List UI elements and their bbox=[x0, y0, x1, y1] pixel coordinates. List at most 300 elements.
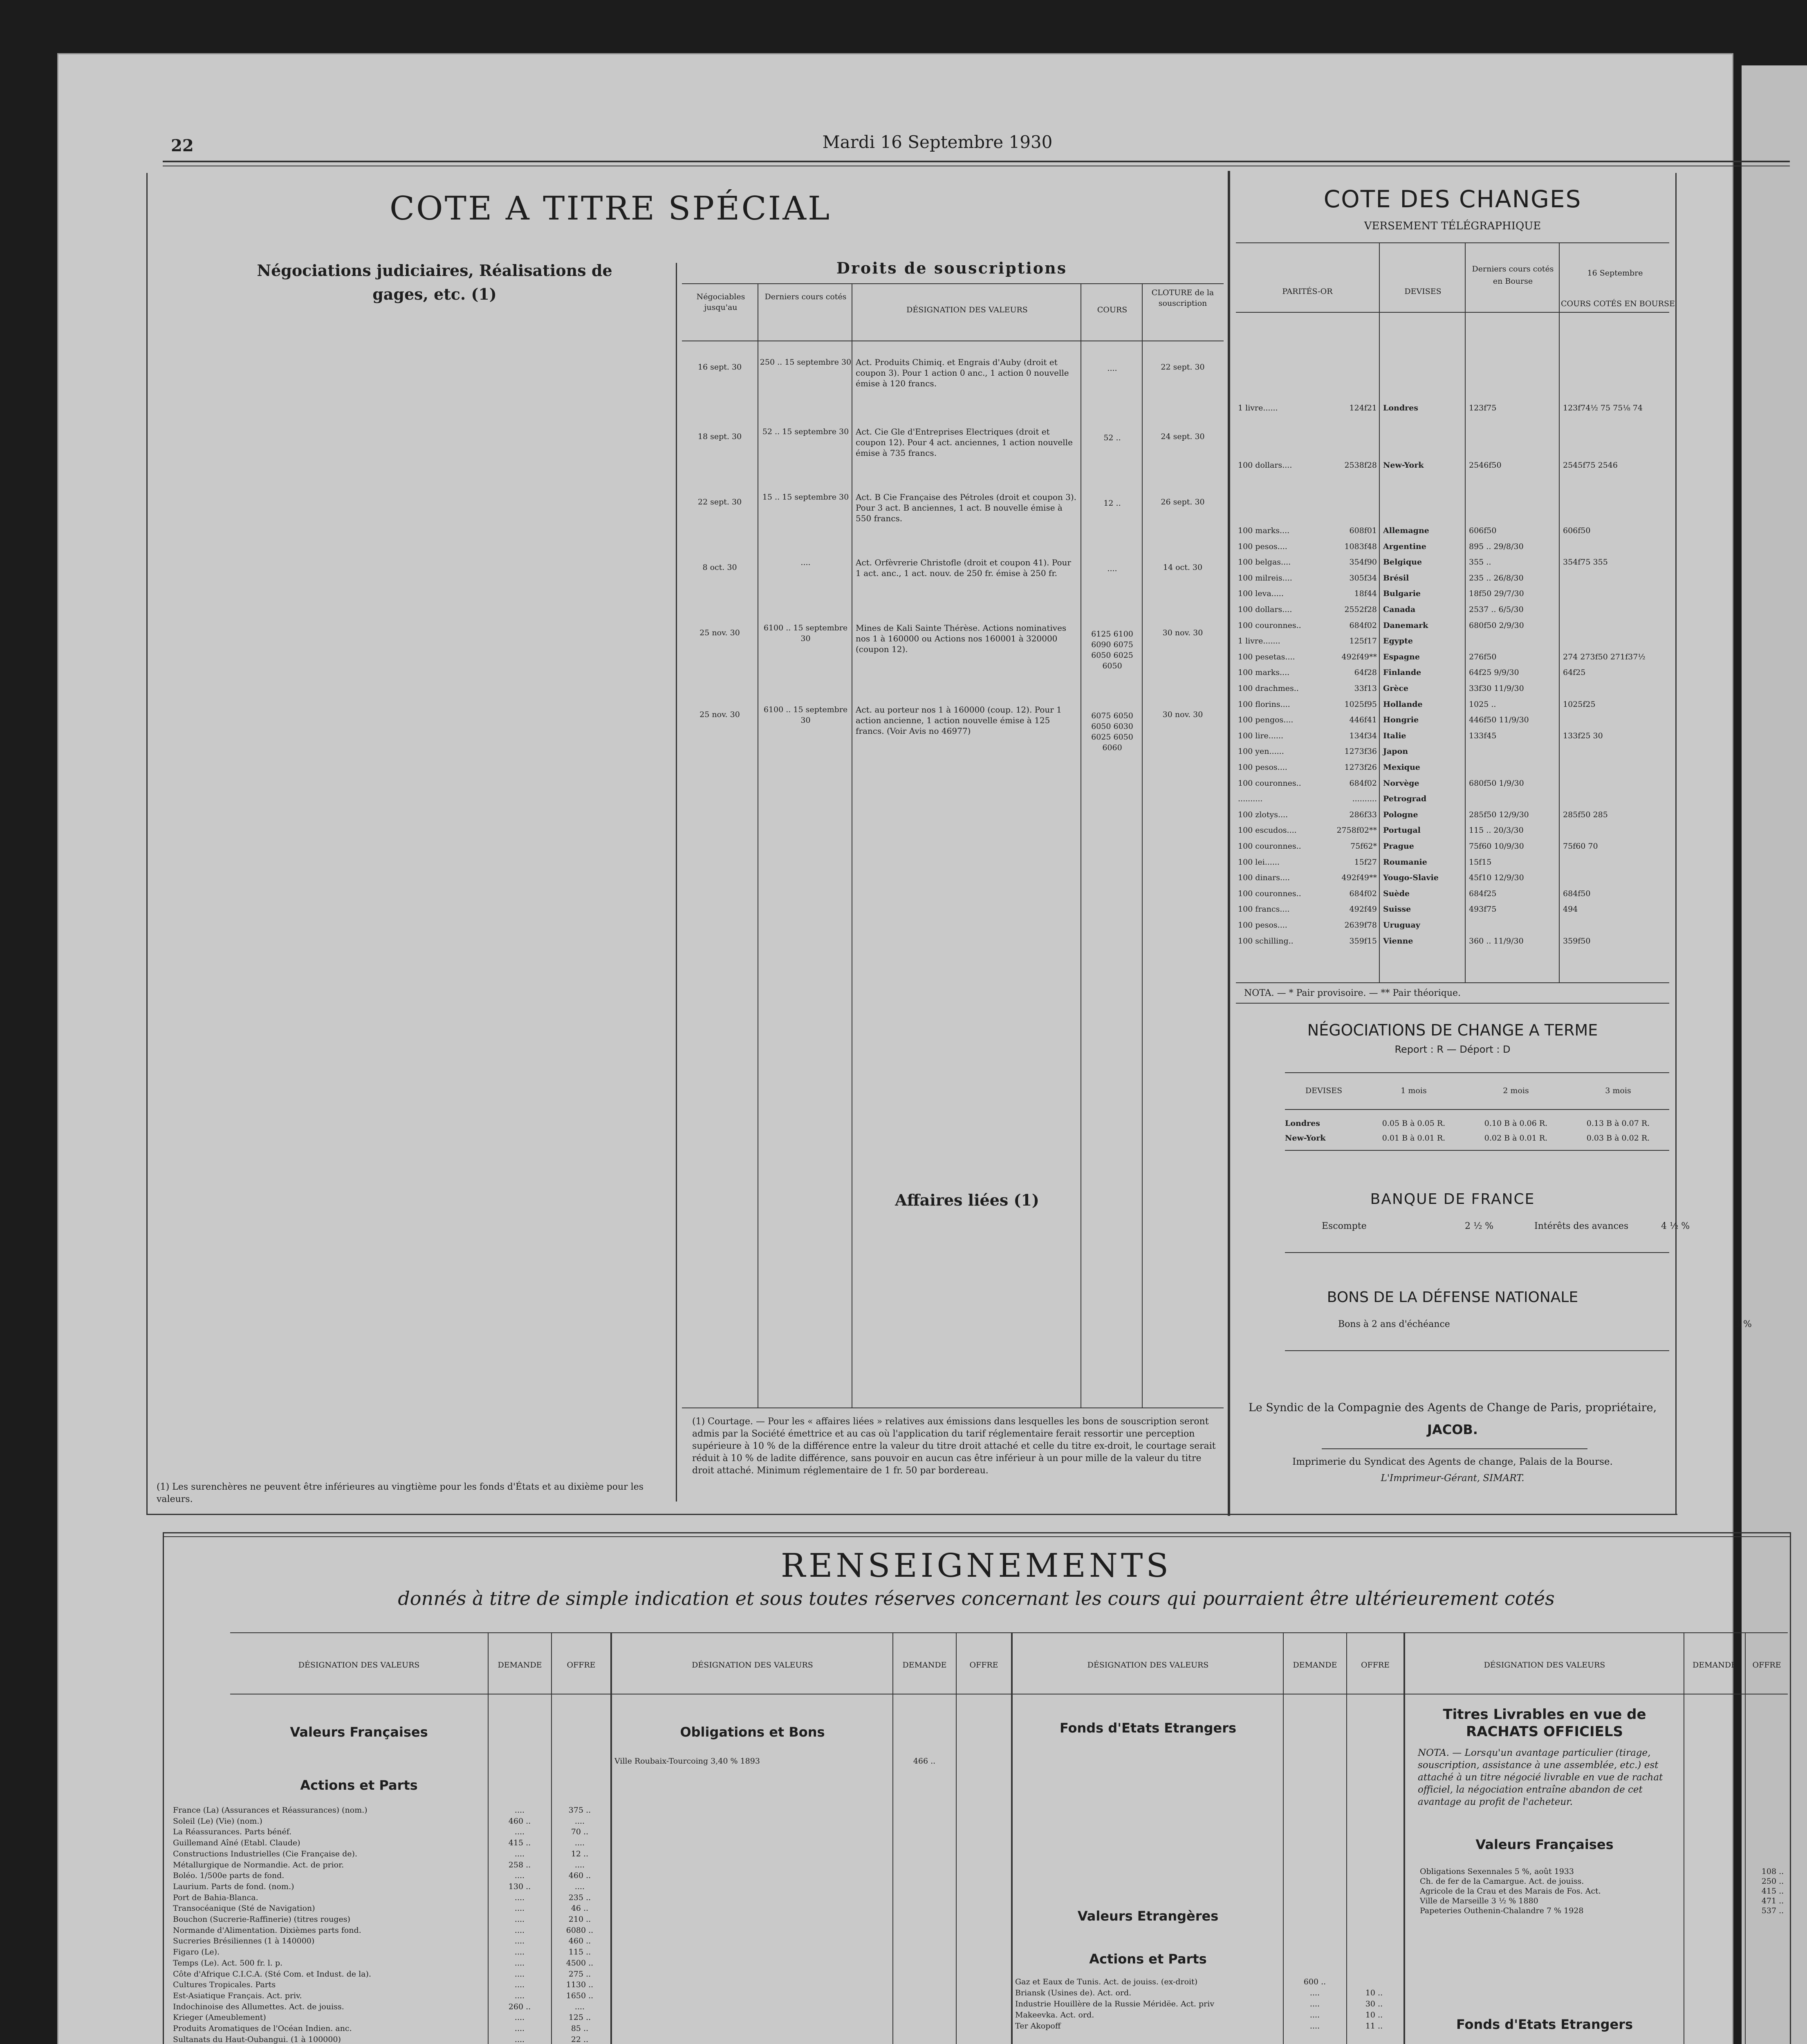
rens-row-demande: 130 .. bbox=[508, 1882, 531, 1891]
rens-row-designation: Sucreries Brésiliennes (1 à 140000) bbox=[173, 1936, 315, 1945]
change-parite: 100 couronnes.. bbox=[1238, 621, 1301, 630]
rens-header-designation: DÉSIGNATION DES VALEURS bbox=[1087, 1661, 1209, 1670]
change-or: 33f13 bbox=[1354, 684, 1377, 693]
changes-subtitle: VERSEMENT TÉLÉGRAPHIQUE bbox=[1364, 220, 1541, 232]
escompte-label: Escompte bbox=[1322, 1221, 1367, 1231]
souscription-derniers: 6100 .. 15 septembre 30 bbox=[763, 623, 848, 643]
change-dernier: 360 .. 11/9/30 bbox=[1469, 937, 1524, 946]
souscriptions-title: Droits de souscriptions bbox=[836, 259, 1067, 277]
change-dernier: 45f10 12/9/30 bbox=[1469, 873, 1524, 882]
rens-row-demande: .... bbox=[514, 1991, 525, 2000]
rens-row-designation: Normande d'Alimentation. Dixièmes parts fond. bbox=[173, 1926, 361, 1935]
rens-row-demande: 600 .. bbox=[1303, 1977, 1326, 1986]
change-devise: Canada bbox=[1383, 605, 1416, 614]
change-or: 124f21 bbox=[1349, 403, 1377, 412]
change-devise: Portugal bbox=[1383, 826, 1421, 835]
rens-header-demande: DEMANDE bbox=[1293, 1661, 1337, 1670]
change-or: 1273f26 bbox=[1344, 763, 1377, 772]
header-date: 16 Septembre bbox=[1587, 269, 1643, 278]
rens-row-offre: 125 .. bbox=[568, 2013, 591, 2022]
change-parite: 100 pesos.... bbox=[1238, 763, 1287, 772]
change-parite: 100 pesos.... bbox=[1238, 542, 1287, 551]
change-or: 134f34 bbox=[1349, 731, 1377, 740]
negociations-heading: Négociations judiciaires, Réalisations de gages, etc. (1) bbox=[257, 261, 612, 303]
change-or: 1273f36 bbox=[1344, 747, 1377, 756]
change-or: 2758f02** bbox=[1336, 826, 1377, 835]
rens-row-offre: 1130 .. bbox=[566, 1980, 594, 1989]
rens-row-designation: Gaz et Eaux de Tunis. Act. de jouiss. (ex-droit) bbox=[1015, 1977, 1198, 1986]
change-devise: Danemark bbox=[1383, 621, 1428, 630]
change-dernier: 276f50 bbox=[1469, 652, 1497, 661]
rens-row-designation: Laurium. Parts de fond. (nom.) bbox=[173, 1882, 294, 1891]
rens-row-designation: Bouchon (Sucrerie-Raffinerie) (titres rouges) bbox=[173, 1915, 350, 1924]
rens-row-designation: Côte d'Afrique C.I.C.A. (Sté Com. et Indust. de la). bbox=[173, 1970, 371, 1979]
change-parite: 100 couronnes.. bbox=[1238, 779, 1301, 788]
rens-row-offre: .... bbox=[574, 1860, 585, 1869]
header-cours-cotes: COURS COTÉS EN BOURSE bbox=[1561, 299, 1675, 308]
change-dernier: 285f50 12/9/30 bbox=[1469, 810, 1529, 819]
change-or: 2552f28 bbox=[1344, 605, 1377, 614]
souscription-cours: 6125 6100 6090 6075 6050 6025 6050 bbox=[1091, 630, 1133, 670]
souscription-date: 18 sept. 30 bbox=[697, 432, 742, 441]
rens-header-demande: DEMANDE bbox=[902, 1661, 947, 1670]
rens-row-offre: 46 .. bbox=[571, 1904, 589, 1913]
rens-row-designation: Transocéanique (Sté de Navigation) bbox=[173, 1904, 315, 1913]
rens-row-demande: .... bbox=[514, 1926, 525, 1935]
change-or: 64f28 bbox=[1354, 668, 1377, 677]
rens-row-demande: .... bbox=[514, 1849, 525, 1858]
rens-row-designation: Constructions Industrielles (Cie Française de). bbox=[173, 1849, 357, 1858]
header-derniers-bourse: Derniers cours cotés en Bourse bbox=[1472, 264, 1554, 286]
change-parite: 100 belgas.... bbox=[1238, 558, 1291, 567]
souscription-derniers: 250 .. 15 septembre 30 bbox=[760, 358, 852, 367]
page-number: 22 bbox=[171, 136, 194, 155]
rens-row-offre: .... bbox=[574, 1838, 585, 1847]
change-or: 2639f78 bbox=[1344, 921, 1377, 930]
terme-cell: Londres bbox=[1285, 1119, 1320, 1128]
terme-cell: 0.01 B à 0.01 R. bbox=[1382, 1134, 1446, 1143]
change-devise: Belgique bbox=[1383, 558, 1422, 567]
adjacent-page-edge bbox=[1742, 65, 1807, 2044]
change-cours: 64f25 bbox=[1563, 668, 1586, 677]
change-devise: Suède bbox=[1383, 889, 1410, 898]
courtage-note: (1) Courtage. — Pour les « affaires liées » relatives aux émissions dans lesquelles les bons de souscription seront admis par la Société émettrice et au cas où l'application du tarif réglementaire ferait ressortir une perception supérieure à 10 % de la différence entre la valeur du titre droit attaché et celle du titre ex-droit, le courtage serait réduit à 10 % de ladite différence, sans pouvoir en aucun cas être inférieur à un pour mille de la valeur du titre droit attaché. Minimum réglementaire de 1 fr. 50 par bordereau. bbox=[692, 1416, 1216, 1476]
rens-row-demande: .... bbox=[514, 1904, 525, 1913]
change-dernier: 64f25 9/9/30 bbox=[1469, 668, 1519, 677]
bons-title: BONS DE LA DÉFENSE NATIONALE bbox=[1327, 1289, 1578, 1306]
rens-row-designation: Indochinoise des Allumettes. Act. de jouiss. bbox=[173, 2002, 344, 2011]
rens-row-offre: 375 .. bbox=[568, 1806, 591, 1815]
change-parite: .......... bbox=[1238, 794, 1263, 803]
rens-row-designation: Figaro (Le). bbox=[173, 1948, 220, 1957]
rens-row-demande: .... bbox=[514, 2024, 525, 2033]
rens-row-demande: 466 .. bbox=[913, 1757, 936, 1766]
change-parite: 100 pengos.... bbox=[1238, 715, 1294, 724]
change-dernier: 235 .. 26/8/30 bbox=[1469, 574, 1524, 583]
page-date: Mardi 16 Septembre 1930 bbox=[822, 132, 1053, 152]
rens-row-demande: 258 .. bbox=[508, 1860, 531, 1869]
terme-header: 2 mois bbox=[1503, 1086, 1529, 1095]
rens-row-demande: .... bbox=[514, 1827, 525, 1836]
rens-row-demande: .... bbox=[514, 1948, 525, 1957]
souscription-date: 25 nov. 30 bbox=[699, 710, 740, 719]
header-designation: DÉSIGNATION DES VALEURS bbox=[906, 305, 1028, 314]
col2-title: Obligations et Bons bbox=[680, 1724, 825, 1740]
terme-header: 1 mois bbox=[1401, 1086, 1427, 1095]
souscription-derniers: 15 .. 15 septembre 30 bbox=[762, 493, 849, 502]
change-devise: Hongrie bbox=[1383, 715, 1419, 724]
change-devise: Italie bbox=[1383, 731, 1406, 740]
change-dernier: 493f75 bbox=[1469, 905, 1497, 914]
rens-header-designation: DÉSIGNATION DES VALEURS bbox=[1484, 1661, 1605, 1670]
renseignements-subtitle: donnés à titre de simple indication et sous toutes réserves concernant les cours qui pourraient être ultérieurement cotés bbox=[398, 1587, 1555, 1609]
change-devise: Petrograd bbox=[1383, 794, 1427, 803]
rens-row-designation: Boléo. 1/500e parts de fond. bbox=[173, 1871, 285, 1880]
change-dernier: 18f50 29/7/30 bbox=[1469, 589, 1524, 598]
rens-row-offre: 11 .. bbox=[1365, 2022, 1383, 2031]
change-parite: 100 schilling.. bbox=[1238, 937, 1294, 946]
change-cours: 359f50 bbox=[1563, 937, 1591, 946]
souscription-designation: Act. Produits Chimiq. et Engrais d'Auby (droit et coupon 3). Pour 1 action 0 anc., 1 action 0 nouvelle émise à 120 francs. bbox=[856, 357, 1069, 388]
change-or: 492f49 bbox=[1349, 905, 1377, 914]
change-dernier: 2537 .. 6/5/30 bbox=[1469, 605, 1524, 614]
change-parite: 100 florins.... bbox=[1238, 700, 1290, 709]
change-devise: Espagne bbox=[1383, 652, 1420, 661]
rens-row-offre: 235 .. bbox=[568, 1893, 591, 1902]
change-devise: Mexique bbox=[1383, 763, 1420, 772]
change-dernier: 123f75 bbox=[1469, 403, 1497, 412]
souscription-cloture: 30 nov. 30 bbox=[1162, 710, 1203, 719]
syndic-text: Le Syndic de la Compagnie des Agents de Change de Paris, propriétaire, bbox=[1248, 1401, 1657, 1414]
rens-row-offre: 250 .. bbox=[1761, 1877, 1784, 1886]
change-dernier: 115 .. 20/3/30 bbox=[1469, 826, 1524, 835]
rens-row-designation: France (La) (Assurances et Réassurances) (nom.) bbox=[173, 1806, 368, 1815]
change-devise: Japon bbox=[1383, 747, 1408, 756]
souscription-cloture: 14 oct. 30 bbox=[1163, 563, 1203, 572]
change-dernier: 15f15 bbox=[1469, 858, 1492, 867]
rens-row-demande: .... bbox=[514, 1959, 525, 1968]
rens-row-demande: 460 .. bbox=[508, 1817, 531, 1826]
change-devise: Prague bbox=[1383, 842, 1414, 851]
rens-row-designation: Ch. de fer de la Camargue. Act. de jouiss. bbox=[1420, 1877, 1584, 1886]
change-cours: 123f74½ 75 75⅛ 74 bbox=[1563, 403, 1643, 412]
terme-cell: 0.03 B à 0.02 R. bbox=[1586, 1134, 1650, 1143]
rens-row-offre: 6080 .. bbox=[566, 1926, 594, 1935]
syndic-name: JACOB. bbox=[1427, 1422, 1478, 1437]
souscription-cours: .... bbox=[1107, 364, 1117, 373]
rens-row-designation: Port de Bahia-Blanca. bbox=[173, 1893, 258, 1902]
souscription-cloture: 24 sept. 30 bbox=[1161, 432, 1205, 441]
change-dernier: 684f25 bbox=[1469, 889, 1497, 898]
change-parite: 1 livre....... bbox=[1238, 637, 1280, 645]
rens-row-offre: 275 .. bbox=[568, 1970, 591, 1979]
rens-row-demande: .... bbox=[514, 1970, 525, 1979]
surencheres-footnote: (1) Les surenchères ne peuvent être inférieures au vingtième pour les fonds d'États et au dixième pour les valeurs. bbox=[157, 1482, 644, 1504]
change-parite: 100 marks.... bbox=[1238, 526, 1290, 535]
change-or: 684f02 bbox=[1349, 779, 1377, 788]
rens-row-demande: .... bbox=[514, 1871, 525, 1880]
terme-cell: 0.02 B à 0.01 R. bbox=[1484, 1134, 1548, 1143]
rens-row-offre: 415 .. bbox=[1761, 1887, 1784, 1896]
change-parite: 100 couronnes.. bbox=[1238, 889, 1301, 898]
rens-header-demande: DEMANDE bbox=[1692, 1661, 1737, 1670]
change-or: 125f17 bbox=[1349, 637, 1377, 645]
col4-nota: NOTA. — Lorsqu'un avantage particulier (tirage, souscription, assistance à une assemblée, etc.) est attaché à un titre négocié livrable en vue de rachat officiel, la négociation entraîne abandon de cet avantage au profit de l'acheteur. bbox=[1418, 1748, 1663, 1807]
rens-row-designation: La Réassurances. Parts bénéf. bbox=[173, 1827, 292, 1836]
rens-row-designation: Cultures Tropicales. Parts bbox=[173, 1980, 276, 1989]
change-parite: 100 lire...... bbox=[1238, 731, 1284, 740]
change-parite: 100 dollars.... bbox=[1238, 605, 1292, 614]
rens-header-designation: DÉSIGNATION DES VALEURS bbox=[298, 1661, 420, 1670]
rens-row-designation: Métallurgique de Normandie. Act. de prior. bbox=[173, 1860, 344, 1869]
change-dernier: 33f30 11/9/30 bbox=[1469, 684, 1524, 693]
change-cours: 133f25 30 bbox=[1563, 731, 1603, 740]
rens-row-offre: 85 .. bbox=[571, 2024, 589, 2033]
change-parite: 100 pesetas.... bbox=[1238, 652, 1295, 661]
souscription-designation: Mines de Kali Sainte Thérèse. Actions nominatives nos 1 à 160000 ou Actions nos 160001 à 320000 (coupon 12). bbox=[856, 623, 1067, 654]
change-or: 446f41 bbox=[1349, 715, 1377, 724]
col3-title2: Valeurs Etrangères bbox=[1077, 1908, 1219, 1924]
souscription-derniers: .... bbox=[800, 558, 811, 567]
change-or: 492f49** bbox=[1341, 873, 1377, 882]
rens-row-designation: Industrie Houillère de la Russie Méridëe. Act. priv bbox=[1015, 1999, 1215, 2008]
change-dernier: 446f50 11/9/30 bbox=[1469, 715, 1529, 724]
change-devise: Bulgarie bbox=[1383, 589, 1421, 598]
change-parite: 100 francs.... bbox=[1238, 905, 1290, 914]
rens-row-offre: 471 .. bbox=[1761, 1896, 1784, 1905]
escompte-value: 2 ½ % bbox=[1465, 1221, 1494, 1231]
change-or: 286f33 bbox=[1349, 810, 1377, 819]
rens-row-offre: 22 .. bbox=[571, 2035, 589, 2044]
rens-row-offre: 1650 .. bbox=[566, 1991, 594, 2000]
col3-subtitle: Actions et Parts bbox=[1089, 1951, 1207, 1967]
change-or: 75f62* bbox=[1350, 842, 1377, 851]
col3-title: Fonds d'Etats Etrangers bbox=[1059, 1720, 1237, 1736]
newspaper-page bbox=[57, 53, 1784, 2044]
avances-label: Intérêts des avances bbox=[1534, 1221, 1629, 1231]
cote-speciale-title: COTE A TITRE SPÉCIAL bbox=[389, 189, 832, 227]
change-dernier: 355 .. bbox=[1469, 558, 1491, 567]
change-cours: 606f50 bbox=[1563, 526, 1591, 535]
souscription-cours: 12 .. bbox=[1103, 499, 1121, 508]
change-cours: 75f60 70 bbox=[1563, 842, 1598, 851]
rens-row-offre: 460 .. bbox=[568, 1936, 591, 1945]
change-dernier: 2546f50 bbox=[1469, 461, 1502, 470]
rens-row-offre: 210 .. bbox=[568, 1915, 591, 1924]
rens-header-offre: OFFRE bbox=[1752, 1661, 1781, 1670]
change-devise: Londres bbox=[1383, 403, 1418, 412]
rens-row-offre: 30 .. bbox=[1365, 1999, 1383, 2008]
souscription-designation: Act. Cie Gle d'Entreprises Electriques (droit et coupon 12). Pour 4 act. anciennes, 1 action nouvelle émise à 735 francs. bbox=[856, 427, 1073, 458]
change-or: 1025f95 bbox=[1344, 700, 1377, 709]
rens-header-designation: DÉSIGNATION DES VALEURS bbox=[692, 1661, 813, 1670]
change-devise: Allemagne bbox=[1383, 526, 1429, 535]
souscription-date: 22 sept. 30 bbox=[697, 498, 742, 507]
change-or: 608f01 bbox=[1349, 526, 1377, 535]
header-cours: COURS bbox=[1097, 305, 1128, 314]
souscription-designation: Act. Orfèvrerie Christofle (droit et coupon 41). Pour 1 act. anc., 1 act. nouv. de 250 fr. émise à 250 fr. bbox=[856, 558, 1071, 578]
header-jusquau: Négociables jusqu'au bbox=[696, 292, 745, 312]
change-or: 492f49** bbox=[1341, 652, 1377, 661]
rens-row-demande: 415 .. bbox=[508, 1838, 531, 1847]
col1-subtitle: Actions et Parts bbox=[300, 1777, 418, 1793]
rens-row-demande: .... bbox=[1309, 1999, 1320, 2008]
rens-row-offre: .... bbox=[574, 1817, 585, 1826]
souscription-date: 8 oct. 30 bbox=[702, 563, 737, 572]
change-or: 2538f28 bbox=[1344, 461, 1377, 470]
col4-title: Titres Livrables en vue de RACHATS OFFICIELS bbox=[1443, 1706, 1646, 1740]
change-or: 354f90 bbox=[1349, 558, 1377, 567]
rens-row-offre: 70 .. bbox=[571, 1827, 589, 1836]
rens-row-designation: Ville Roubaix-Tourcoing 3,40 % 1893 bbox=[614, 1757, 760, 1766]
souscription-cours: .... bbox=[1107, 564, 1117, 573]
change-dernier: 133f45 bbox=[1469, 731, 1497, 740]
header-cloture: CLOTURE de la souscription bbox=[1151, 288, 1214, 308]
rens-row-offre: 10 .. bbox=[1365, 2010, 1383, 2019]
rens-row-demande: .... bbox=[514, 2013, 525, 2022]
rens-row-offre: 10 .. bbox=[1365, 1988, 1383, 1997]
terme-header: DEVISES bbox=[1305, 1086, 1343, 1095]
banque-title: BANQUE DE FRANCE bbox=[1370, 1191, 1535, 1208]
souscription-cloture: 26 sept. 30 bbox=[1161, 498, 1205, 507]
change-parite: 100 zlotys.... bbox=[1238, 810, 1288, 819]
rens-row-designation: Guillemand Aîné (Etabl. Claude) bbox=[173, 1838, 300, 1847]
rens-row-demande: .... bbox=[514, 2035, 525, 2044]
rens-header-demande: DEMANDE bbox=[498, 1661, 542, 1670]
rens-row-offre: 108 .. bbox=[1761, 1867, 1784, 1876]
change-devise: Brésil bbox=[1383, 574, 1409, 583]
souscription-cloture: 30 nov. 30 bbox=[1162, 628, 1203, 637]
rens-row-designation: Temps (Le). Act. 500 fr. l. p. bbox=[173, 1959, 283, 1968]
souscription-derniers: 52 .. 15 septembre 30 bbox=[762, 427, 849, 436]
affaires-liees: Affaires liées (1) bbox=[895, 1191, 1039, 1209]
header-parites: PARITÉS-OR bbox=[1282, 287, 1333, 296]
rens-row-designation: Produits Aromatiques de l'Océan Indien. anc. bbox=[173, 2024, 352, 2033]
change-parite: 100 lei...... bbox=[1238, 858, 1280, 867]
change-devise: Finlande bbox=[1383, 668, 1421, 677]
change-devise: Yougo-Slavie bbox=[1383, 873, 1439, 882]
souscription-designation: Act. au porteur nos 1 à 160000 (coup. 12). Pour 1 action ancienne, 1 action nouvelle émise à 125 francs. (Voir Avis no 46977) bbox=[856, 705, 1062, 736]
change-cours: 354f75 355 bbox=[1563, 558, 1608, 567]
rens-row-demande: .... bbox=[514, 1980, 525, 1989]
change-cours: 1025f25 bbox=[1563, 700, 1596, 709]
renseignements-title: RENSEIGNEMENTS bbox=[780, 1546, 1172, 1585]
change-parite: 100 milreis.... bbox=[1238, 574, 1292, 583]
change-dernier: 895 .. 29/8/30 bbox=[1469, 542, 1524, 551]
rens-row-demande: .... bbox=[1309, 2022, 1320, 2031]
souscription-cours: 6075 6050 6050 6030 6025 6050 6060 bbox=[1091, 711, 1133, 752]
rens-row-designation: Krieger (Ameublement) bbox=[173, 2013, 266, 2022]
change-parite: 100 marks.... bbox=[1238, 668, 1290, 677]
change-cours: 274 273f50 271f37½ bbox=[1563, 652, 1646, 661]
rens-row-demande: .... bbox=[1309, 1988, 1320, 1997]
souscription-date: 16 sept. 30 bbox=[697, 363, 742, 372]
change-devise: Grèce bbox=[1383, 684, 1408, 693]
col4-sub1: Valeurs Françaises bbox=[1475, 1837, 1614, 1852]
change-dernier: 606f50 bbox=[1469, 526, 1497, 535]
change-cours: 2545f75 2546 bbox=[1563, 461, 1618, 470]
change-devise: Vienne bbox=[1383, 937, 1413, 946]
rens-row-demande: .... bbox=[1309, 2010, 1320, 2019]
change-parite: 100 dinars.... bbox=[1238, 873, 1290, 882]
souscription-cours: 52 .. bbox=[1103, 433, 1121, 442]
rens-row-designation: Est-Asiatique Français. Act. priv. bbox=[173, 1991, 302, 2000]
change-devise: Egypte bbox=[1383, 637, 1413, 645]
changes-title: COTE DES CHANGES bbox=[1323, 185, 1582, 213]
change-parite: 100 yen...... bbox=[1238, 747, 1284, 756]
change-devise: Norvège bbox=[1383, 779, 1419, 788]
change-devise: Suisse bbox=[1383, 905, 1411, 914]
change-parite: 100 drachmes.. bbox=[1238, 684, 1299, 693]
change-cours: 684f50 bbox=[1563, 889, 1591, 898]
rens-row-offre: 4500 .. bbox=[566, 1959, 594, 1968]
rens-row-designation: Ter Akopoff bbox=[1015, 2022, 1061, 2031]
souscription-designation: Act. B Cie Française des Pétroles (droit et coupon 3). Pour 3 act. B anciennes, 1 act. B nouvelle émise à 550 francs. bbox=[856, 492, 1077, 523]
change-devise: Hollande bbox=[1383, 700, 1423, 709]
change-devise: New-York bbox=[1383, 461, 1424, 470]
terme-header: 3 mois bbox=[1605, 1086, 1631, 1095]
bons-value: 3 % bbox=[1735, 1319, 1752, 1329]
change-or: 15f27 bbox=[1354, 858, 1377, 867]
change-devise: Uruguay bbox=[1383, 921, 1420, 930]
rens-row-demande: .... bbox=[514, 1893, 525, 1902]
terme-title: NÉGOCIATIONS DE CHANGE A TERME bbox=[1307, 1021, 1598, 1039]
change-dernier: 75f60 10/9/30 bbox=[1469, 842, 1524, 851]
change-parite: 100 pesos.... bbox=[1238, 921, 1287, 930]
rens-row-offre: .... bbox=[574, 2002, 585, 2011]
change-dernier: 680f50 2/9/30 bbox=[1469, 621, 1524, 630]
rens-row-designation: Obligations Sexennales 5 %, août 1933 bbox=[1420, 1867, 1574, 1876]
change-parite: 100 dollars.... bbox=[1238, 461, 1292, 470]
change-or: 18f44 bbox=[1354, 589, 1377, 598]
terme-cell: 0.05 B à 0.05 R. bbox=[1382, 1119, 1446, 1128]
change-devise: Argentine bbox=[1383, 542, 1426, 551]
change-dernier: 1025 .. bbox=[1469, 700, 1496, 709]
gerant-text: L'Imprimeur-Gérant, SIMART. bbox=[1381, 1473, 1525, 1484]
change-devise: Roumanie bbox=[1383, 858, 1427, 867]
change-parite: 100 escudos.... bbox=[1238, 826, 1297, 835]
rens-row-designation: Makeevka. Act. ord. bbox=[1015, 2010, 1094, 2019]
change-parite: 100 leva..... bbox=[1238, 589, 1284, 598]
change-or: 359f15 bbox=[1349, 937, 1377, 946]
rens-row-demande: .... bbox=[514, 1936, 525, 1945]
rens-row-designation: Ville de Marseille 3 ½ % 1880 bbox=[1420, 1896, 1538, 1905]
rens-row-demande: .... bbox=[514, 1806, 525, 1815]
change-parite: 1 livre...... bbox=[1238, 403, 1278, 412]
col1-title: Valeurs Françaises bbox=[290, 1724, 428, 1740]
rens-row-designation: Sultanats du Haut-Oubangui. (1 à 100000) bbox=[173, 2035, 341, 2044]
rens-row-offre: .... bbox=[574, 1882, 585, 1891]
souscription-cloture: 22 sept. 30 bbox=[1161, 363, 1205, 372]
rens-row-designation: Papeteries Outhenin-Chalandre 7 % 1928 bbox=[1420, 1906, 1584, 1915]
imprimerie-text: Imprimerie du Syndicat des Agents de change, Palais de la Bourse. bbox=[1292, 1457, 1613, 1467]
change-or: 684f02 bbox=[1349, 621, 1377, 630]
rens-row-designation: Agricole de la Crau et des Marais de Fos. Act. bbox=[1420, 1887, 1601, 1896]
avances-value: 4 ½ % bbox=[1661, 1221, 1690, 1231]
change-or: 305f34 bbox=[1349, 574, 1377, 583]
rens-row-offre: 537 .. bbox=[1761, 1906, 1784, 1915]
header-devises: DEVISES bbox=[1404, 287, 1442, 296]
rens-header-offre: OFFRE bbox=[969, 1661, 998, 1670]
terme-subtitle: Report : R — Déport : D bbox=[1394, 1044, 1511, 1055]
rens-row-demande: .... bbox=[514, 1915, 525, 1924]
rens-row-designation: Soleil (Le) (Vie) (nom.) bbox=[173, 1817, 262, 1826]
terme-cell: 0.13 B à 0.07 R. bbox=[1586, 1119, 1650, 1128]
change-cours: 494 bbox=[1563, 905, 1578, 914]
rens-row-designation: Briansk (Usines de). Act. ord. bbox=[1015, 1988, 1132, 1997]
rens-row-offre: 12 .. bbox=[571, 1849, 589, 1858]
souscription-derniers: 6100 .. 15 septembre 30 bbox=[763, 705, 848, 725]
